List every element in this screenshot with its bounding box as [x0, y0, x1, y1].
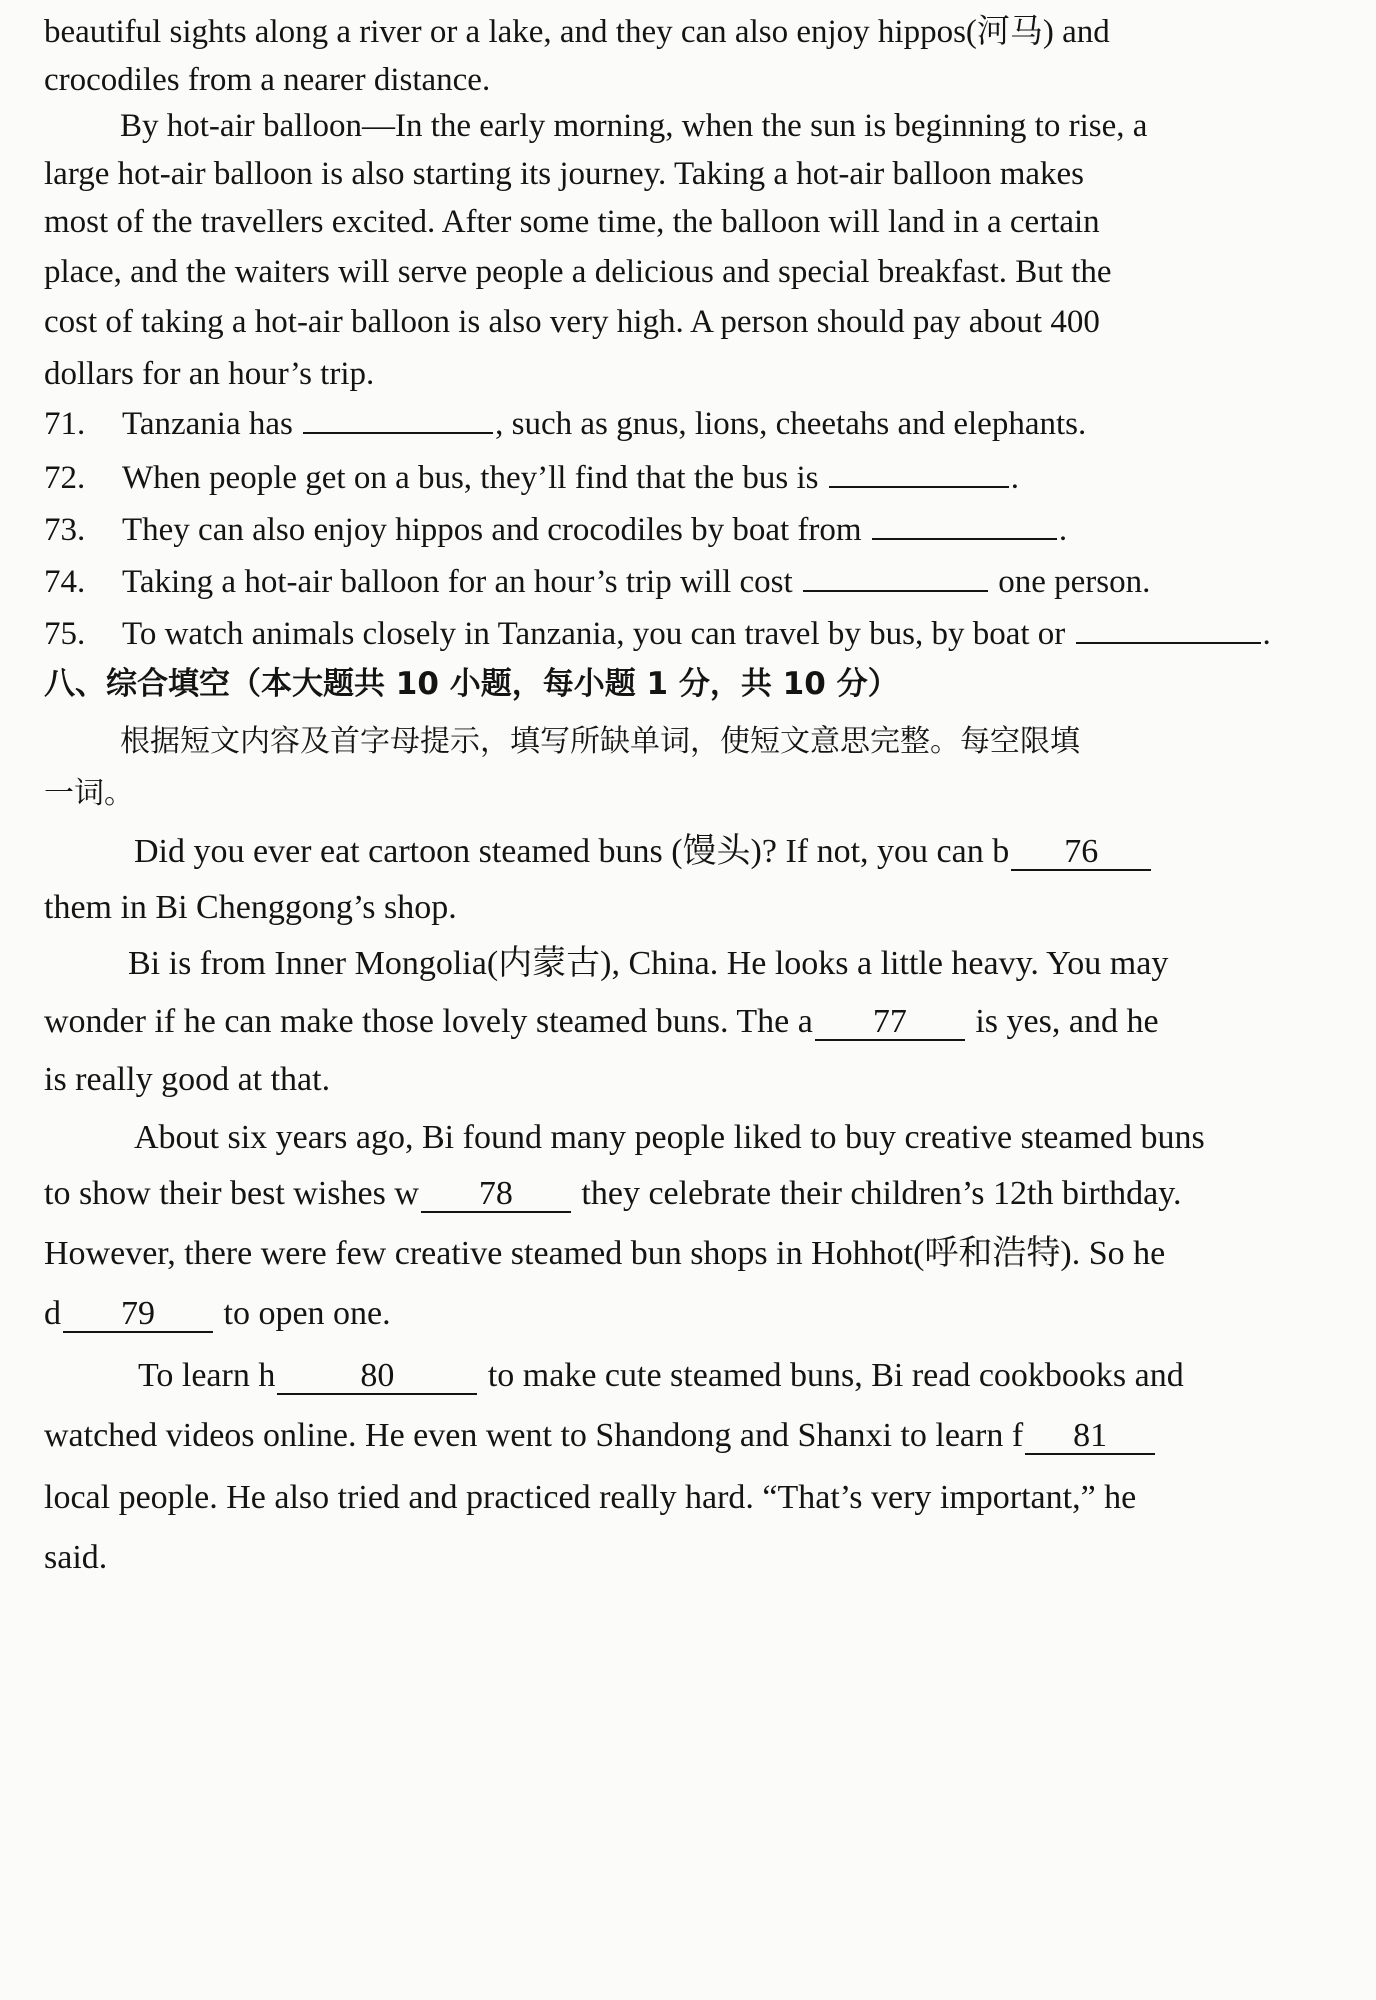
story-text: to open one.: [223, 1295, 391, 1332]
question-number: 74.: [44, 564, 86, 600]
passage-line: most of the travellers excited. After some time, the balloon will land in a certain: [44, 204, 1100, 240]
answer-blank[interactable]: [803, 560, 988, 592]
story-line: local people. He also tried and practiced really hard. “That’s very important,” he: [44, 1479, 1137, 1516]
numbered-blank-79[interactable]: 79: [63, 1297, 213, 1333]
numbered-blank-81[interactable]: 81: [1025, 1419, 1155, 1455]
question-number: 75.: [44, 616, 86, 652]
story-line: [44, 1172, 1334, 1216]
question-74: [44, 560, 1334, 604]
question-text: .: [1058, 512, 1068, 548]
question-text: Tanzania has: [122, 406, 293, 442]
numbered-blank-80[interactable]: 80: [277, 1359, 477, 1395]
answer-blank[interactable]: [303, 402, 493, 434]
story-text: To learn h: [138, 1357, 276, 1394]
story-text: to make cute steamed buns, Bi read cookbooks and: [487, 1357, 1184, 1394]
story-line: said.: [44, 1539, 108, 1576]
numbered-blank-78[interactable]: 78: [421, 1177, 571, 1213]
story-line: [44, 1292, 1334, 1336]
passage-line: cost of taking a hot-air balloon is also very high. A person should pay about 400: [44, 304, 1100, 340]
question-text: .: [1262, 616, 1271, 652]
question-text: Taking a hot-air balloon for an hour’s trip will cost: [122, 564, 793, 600]
numbered-blank-77[interactable]: 77: [815, 1005, 965, 1041]
story-line: [134, 830, 1348, 874]
answer-blank[interactable]: [872, 508, 1057, 540]
passage-line: By hot-air balloon—In the early morning, when the sun is beginning to rise, a: [120, 108, 1148, 144]
question-text: .: [1010, 460, 1020, 496]
story-line: [44, 1000, 1334, 1044]
story-text: is yes, and he: [975, 1003, 1159, 1040]
section-instruction: 根据短文内容及首字母提示，填写所缺单词，使短文意思完整。每空限填: [120, 724, 1080, 759]
story-line: However, there were few creative steamed bun shops in Hohhot(呼和浩特). So he: [44, 1235, 1166, 1272]
story-text: wonder if he can make those lovely steamed buns. The a: [44, 1003, 813, 1040]
question-72: [44, 456, 1334, 500]
story-line: is really good at that.: [44, 1061, 331, 1098]
story-line: [138, 1354, 1352, 1398]
section-heading: 八、综合填空（本大题共 10 小题，每小题 1 分，共 10 分）: [44, 666, 899, 702]
section-instruction: 一词。: [44, 776, 134, 811]
numbered-blank-76[interactable]: 76: [1011, 835, 1151, 871]
passage-line: place, and the waiters will serve people a delicious and special breakfast. But the: [44, 254, 1112, 290]
question-number: 72.: [44, 460, 86, 496]
question-text: To watch animals closely in Tanzania, you can travel by bus, by boat or: [122, 616, 1066, 652]
passage-line: dollars for an hour’s trip.: [44, 356, 375, 392]
passage-line: large hot-air balloon is also starting its journey. Taking a hot-air balloon makes: [44, 156, 1085, 192]
answer-blank[interactable]: [829, 456, 1009, 488]
story-text: to show their best wishes w: [44, 1175, 419, 1212]
passage-line: beautiful sights along a river or a lake, and they can also enjoy hippos(河马) and: [44, 14, 1110, 50]
answer-blank[interactable]: [1076, 612, 1261, 644]
question-number: 73.: [44, 512, 86, 548]
story-line: About six years ago, Bi found many people liked to buy creative steamed buns: [134, 1119, 1205, 1156]
question-text: When people get on a bus, they’ll find that the bus is: [122, 460, 819, 496]
story-line: Bi is from Inner Mongolia(内蒙古), China. He looks a little heavy. You may: [128, 945, 1169, 982]
question-text: They can also enjoy hippos and crocodiles by boat from: [122, 512, 862, 548]
question-number: 71.: [44, 406, 86, 442]
story-text: Did you ever eat cartoon steamed buns (馒头)? If not, you can b: [134, 833, 1010, 870]
story-line: them in Bi Chenggong’s shop.: [44, 889, 457, 926]
question-text: , such as gnus, lions, cheetahs and elephants.: [495, 406, 1087, 442]
question-75: [44, 612, 1334, 656]
story-text: d: [44, 1295, 61, 1332]
story-line: [44, 1414, 1334, 1458]
story-text: they celebrate their children’s 12th birthday.: [581, 1175, 1182, 1212]
story-text: watched videos online. He even went to Shandong and Shanxi to learn f: [44, 1417, 1024, 1454]
question-text: one person.: [998, 564, 1151, 600]
question-71: [44, 402, 1334, 446]
question-73: [44, 508, 1334, 552]
passage-line: crocodiles from a nearer distance.: [44, 62, 491, 98]
